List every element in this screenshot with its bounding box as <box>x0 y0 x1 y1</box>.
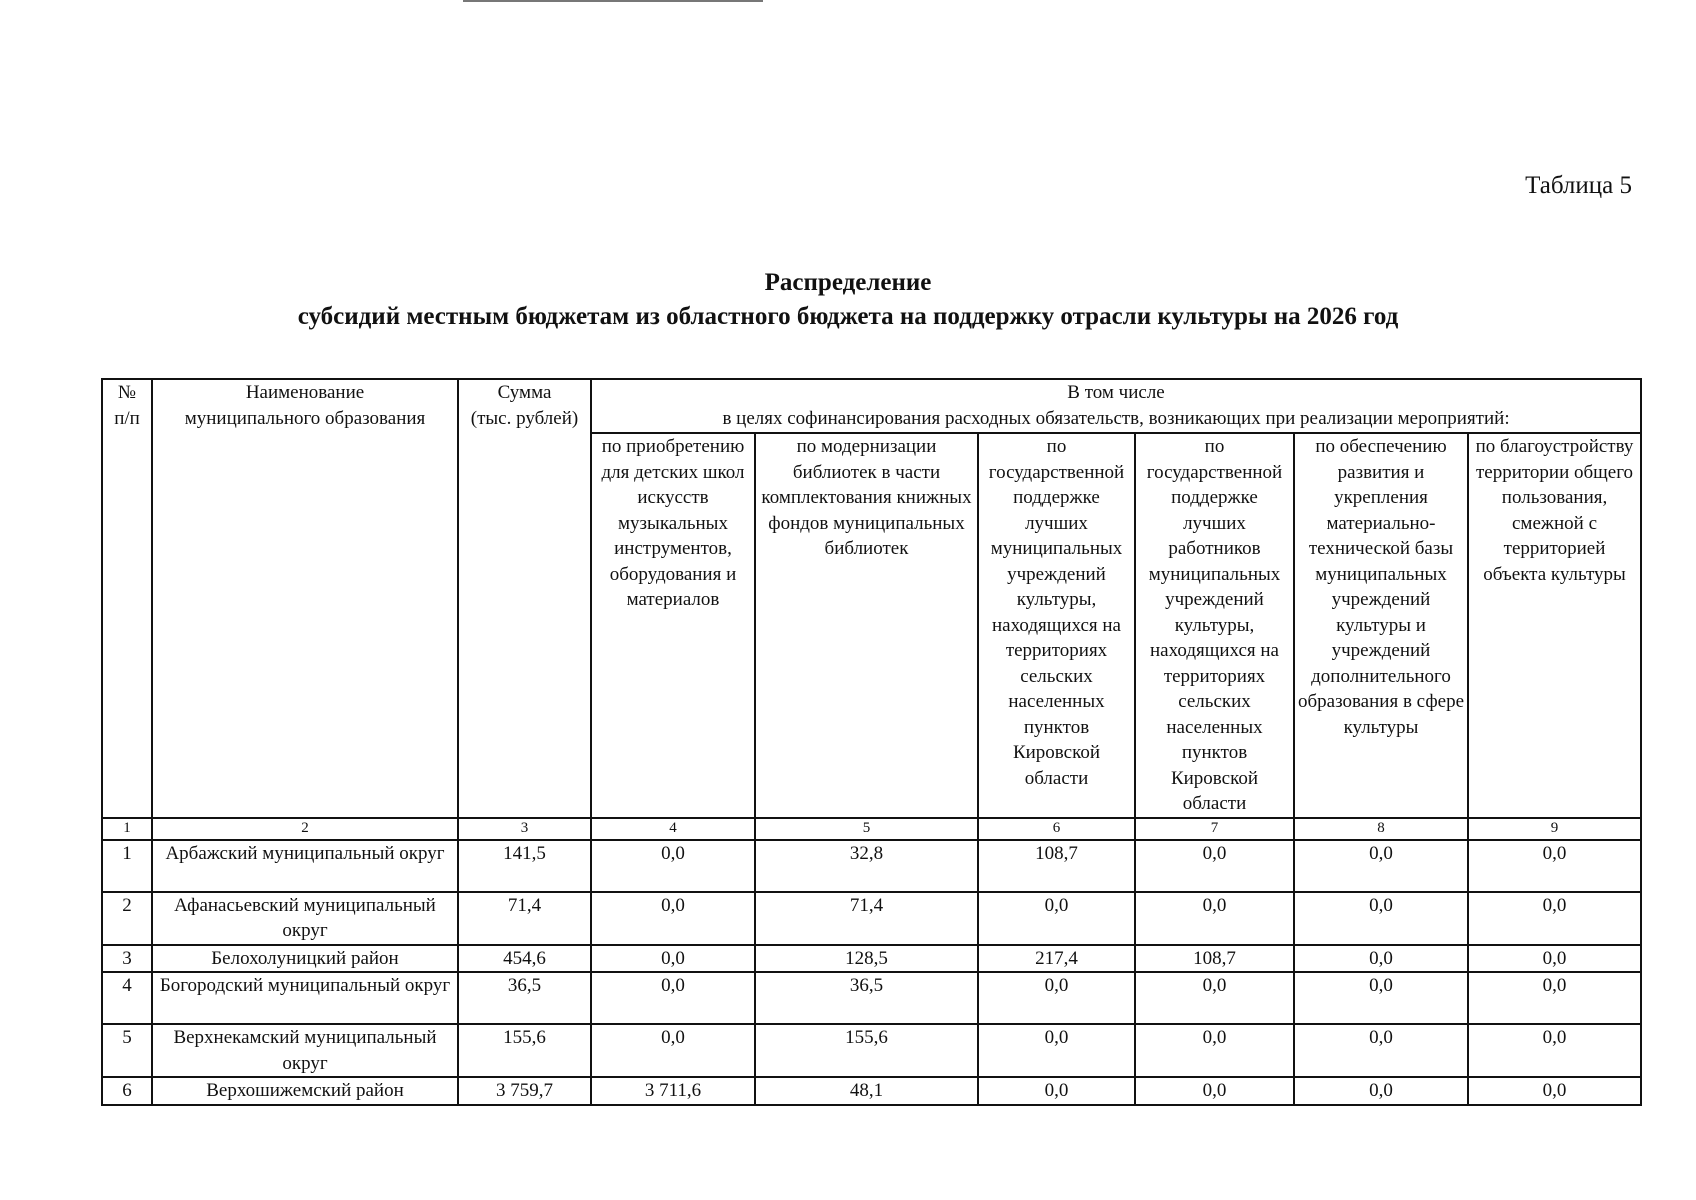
row-sum: 3 759,7 <box>458 1077 591 1105</box>
header-col-6: по государственной поддержке лучших муниципальных учреждений культуры, находящихся на территориях сельских населенных пунктов Кировской области <box>978 433 1135 818</box>
row-col-4: 0,0 <box>591 1024 755 1077</box>
header-including-line-1: В том числе <box>1067 382 1165 403</box>
row-col-5: 32,8 <box>755 840 978 892</box>
row-col-7: 0,0 <box>1135 1077 1294 1105</box>
row-col-9: 0,0 <box>1468 892 1641 945</box>
row-col-8: 0,0 <box>1294 1077 1468 1105</box>
header-col-7: по государственной поддержке лучших работников муниципальных учреждений культуры, находящихся на территориях сельских населенных пунктов Кировской области <box>1135 433 1294 818</box>
row-col-8: 0,0 <box>1294 972 1468 1024</box>
row-col-9: 0,0 <box>1468 840 1641 892</box>
row-name: Белохолуницкий район <box>152 945 458 973</box>
row-name: Богородский муниципальный округ <box>152 972 458 1024</box>
row-col-6: 0,0 <box>978 1077 1135 1105</box>
table-body <box>102 379 1641 1105</box>
table-row <box>102 892 1641 945</box>
column-number: 4 <box>591 818 755 840</box>
row-sum: 454,6 <box>458 945 591 973</box>
row-num: 1 <box>102 840 152 892</box>
header-including-line-2: в целях софинансирования расходных обязательств, возникающих при реализации мероприятий: <box>722 407 1510 429</box>
column-number: 6 <box>978 818 1135 840</box>
header-sum-line-1: Сумма <box>497 382 552 403</box>
header-num-line-2: п/п <box>114 407 140 429</box>
row-name: Верхошижемский район <box>152 1077 458 1105</box>
row-num: 5 <box>102 1024 152 1077</box>
row-col-4: 0,0 <box>591 840 755 892</box>
table-row <box>102 972 1641 1024</box>
row-col-8: 0,0 <box>1294 1024 1468 1077</box>
row-sum: 155,6 <box>458 1024 591 1077</box>
row-col-9: 0,0 <box>1468 1024 1641 1077</box>
column-number: 9 <box>1468 818 1641 840</box>
row-col-7: 0,0 <box>1135 1024 1294 1077</box>
column-number: 7 <box>1135 818 1294 840</box>
row-col-9: 0,0 <box>1468 972 1641 1024</box>
row-col-5: 36,5 <box>755 972 978 1024</box>
row-sum: 71,4 <box>458 892 591 945</box>
column-number: 8 <box>1294 818 1468 840</box>
row-col-6: 0,0 <box>978 1024 1135 1077</box>
row-col-8: 0,0 <box>1294 945 1468 973</box>
row-name: Верхнекамский муниципальный округ <box>152 1024 458 1077</box>
header-col-8: по обеспечению развития и укрепления материально-технической базы муниципальных учреждений культуры и учреждений дополнительного образования в сфере культуры <box>1294 433 1468 818</box>
header-sum-line-2: (тыс. рублей) <box>470 407 579 429</box>
row-name: Арбажский муниципальный округ <box>152 840 458 892</box>
header-name-line-1: Наименование <box>245 382 365 403</box>
title-line-1: Распределение <box>764 269 932 296</box>
row-col-8: 0,0 <box>1294 840 1468 892</box>
row-col-6: 0,0 <box>978 972 1135 1024</box>
row-col-6: 108,7 <box>978 840 1135 892</box>
header-name <box>152 379 458 818</box>
header-name-line-2: муниципального образования <box>184 407 426 429</box>
row-col-5: 71,4 <box>755 892 978 945</box>
row-col-6: 217,4 <box>978 945 1135 973</box>
table-label: Таблица 5 <box>1525 172 1632 199</box>
row-num: 4 <box>102 972 152 1024</box>
row-col-5: 155,6 <box>755 1024 978 1077</box>
row-col-7: 0,0 <box>1135 840 1294 892</box>
row-sum: 36,5 <box>458 972 591 1024</box>
column-number: 1 <box>102 818 152 840</box>
table-row <box>102 1024 1641 1077</box>
document-title <box>0 266 1696 334</box>
row-num: 3 <box>102 945 152 973</box>
table-row <box>102 840 1641 892</box>
row-col-9: 0,0 <box>1468 1077 1641 1105</box>
header-col-5: по модернизации библиотек в части комплектования книжных фондов муниципальных библиотек <box>755 433 978 818</box>
column-number: 2 <box>152 818 458 840</box>
header-sum <box>458 379 591 818</box>
header-col-9: по благоустройству территории общего пользования, смежной с территорией объекта культуры <box>1468 433 1641 818</box>
row-col-8: 0,0 <box>1294 892 1468 945</box>
row-num: 2 <box>102 892 152 945</box>
header-num <box>102 379 152 818</box>
row-col-4: 3 711,6 <box>591 1077 755 1105</box>
top-rule <box>463 0 763 2</box>
subsidy-table <box>101 378 1642 1106</box>
row-num: 6 <box>102 1077 152 1105</box>
row-col-5: 48,1 <box>755 1077 978 1105</box>
row-col-4: 0,0 <box>591 945 755 973</box>
header-num-line-1: № <box>117 382 137 403</box>
header-col-4: по приобретению для детских школ искусств музыкальных инструментов, оборудования и материалов <box>591 433 755 818</box>
row-col-9: 0,0 <box>1468 945 1641 973</box>
table-row <box>102 1077 1641 1105</box>
row-col-6: 0,0 <box>978 892 1135 945</box>
column-number: 5 <box>755 818 978 840</box>
row-sum: 141,5 <box>458 840 591 892</box>
row-col-7: 108,7 <box>1135 945 1294 973</box>
row-col-4: 0,0 <box>591 972 755 1024</box>
header-including <box>591 379 1641 433</box>
row-name: Афанасьевский муниципальный округ <box>152 892 458 945</box>
title-line-2: субсидий местным бюджетам из областного бюджета на поддержку отрасли культуры на 2026 год <box>297 303 1399 330</box>
row-col-7: 0,0 <box>1135 892 1294 945</box>
column-number: 3 <box>458 818 591 840</box>
row-col-7: 0,0 <box>1135 972 1294 1024</box>
row-col-5: 128,5 <box>755 945 978 973</box>
row-col-4: 0,0 <box>591 892 755 945</box>
column-number-row <box>102 818 1641 840</box>
table-row <box>102 945 1641 973</box>
